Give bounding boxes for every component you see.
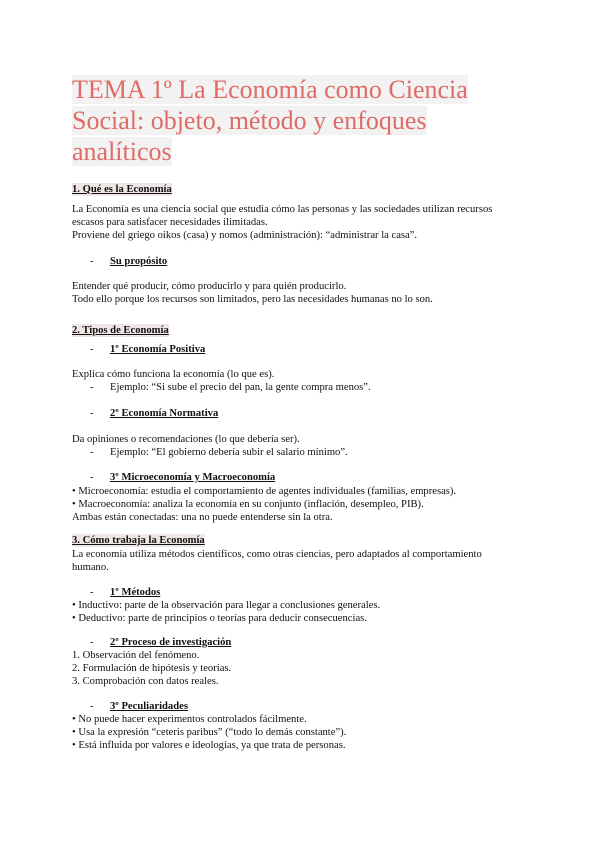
subheading-label: 3º Microeconomía y Macroeconomía bbox=[110, 472, 276, 483]
subheading-label: 1º Economía Positiva bbox=[110, 344, 206, 355]
numbered-item: 2. Formulación de hipótesis y teorías. bbox=[72, 663, 232, 674]
list-dash: - bbox=[90, 447, 94, 458]
bullet-item: • Inductivo: parte de la observación para llegar a conclusiones generales. bbox=[72, 600, 381, 611]
list-dash: - bbox=[90, 587, 94, 598]
paragraph: La economía utiliza métodos científicos, como otras ciencias, pero adaptados al comportamiento bbox=[72, 549, 482, 560]
list-dash: - bbox=[90, 256, 94, 267]
bullet-item: • Macroeconomía: analiza la economía en su conjunto (inflación, desempleo, PIB). bbox=[72, 499, 424, 510]
subheading-micro-macro bbox=[90, 471, 275, 484]
subheading-metodos bbox=[90, 586, 160, 599]
example-text: Ejemplo: “Si sube el precio del pan, la gente compra menos”. bbox=[110, 382, 371, 393]
bullet-item: • Usa la expresión “ceteris paribus” (“todo lo demás constante”). bbox=[72, 727, 347, 738]
list-dash: - bbox=[90, 408, 94, 419]
list-dash: - bbox=[90, 472, 94, 483]
section-3-heading: 3. Cómo trabaja la Economía bbox=[72, 535, 205, 546]
section-2-heading: 2. Tipos de Economía bbox=[72, 325, 169, 336]
list-dash: - bbox=[90, 637, 94, 648]
bullet-item: • No puede hacer experimentos controlados fácilmente. bbox=[72, 714, 307, 725]
paragraph: Proviene del griego oikos (casa) y nomos (administración): “administrar la casa”. bbox=[72, 230, 418, 241]
bullet-item: • Deductivo: parte de principios o teorías para deducir consecuencias. bbox=[72, 613, 367, 624]
title-line-1: TEMA 1º La Economía como Ciencia bbox=[72, 75, 468, 104]
numbered-item: 1. Observación del fenómeno. bbox=[72, 650, 200, 661]
paragraph: escasos para satisfacer necesidades ilimitadas. bbox=[72, 217, 268, 228]
subheading-proceso bbox=[90, 636, 231, 649]
bullet-item: • Microeconomía: estudia el comportamiento de agentes individuales (familias, empresas). bbox=[72, 486, 457, 497]
list-dash: - bbox=[90, 344, 94, 355]
subheading-label: 2º Proceso de investigación bbox=[110, 637, 232, 648]
numbered-item: 3. Comprobación con datos reales. bbox=[72, 676, 219, 687]
title-line-2: Social: objeto, método y enfoques bbox=[72, 106, 427, 135]
list-dash: - bbox=[90, 701, 94, 712]
paragraph: Ambas están conectadas: una no puede entenderse sin la otra. bbox=[72, 512, 333, 523]
subheading-positiva bbox=[90, 343, 205, 356]
subheading-proposito bbox=[90, 255, 167, 268]
paragraph: humano. bbox=[72, 562, 109, 573]
document-title bbox=[72, 74, 532, 167]
subheading-label: Su propósito bbox=[110, 256, 168, 267]
subheading-label: 3º Peculiaridades bbox=[110, 701, 188, 712]
paragraph: Da opiniones o recomendaciones (lo que debería ser). bbox=[72, 434, 300, 445]
section-1-heading: 1. Qué es la Economía bbox=[72, 184, 172, 195]
list-dash: - bbox=[90, 382, 94, 393]
subheading-label: 2º Economía Normativa bbox=[110, 408, 219, 419]
title-line-3: analíticos bbox=[72, 137, 172, 166]
example-item bbox=[90, 381, 371, 394]
example-text: Ejemplo: “El gobierno debería subir el salario mínimo”. bbox=[110, 447, 348, 458]
example-item bbox=[90, 446, 348, 459]
subheading-label: 1º Métodos bbox=[110, 587, 161, 598]
paragraph: La Economía es una ciencia social que estudia cómo las personas y las sociedades utilizan recursos bbox=[72, 204, 493, 215]
subheading-peculiaridades bbox=[90, 700, 188, 713]
paragraph: Todo ello porque los recursos son limitados, pero las necesidades humanas no lo son. bbox=[72, 294, 433, 305]
subheading-normativa bbox=[90, 407, 218, 420]
bullet-item: • Está influida por valores e ideologías, ya que trata de personas. bbox=[72, 740, 346, 751]
paragraph: Entender qué producir, cómo producirlo y para quién producirlo. bbox=[72, 281, 347, 292]
paragraph: Explica cómo funciona la economía (lo que es). bbox=[72, 369, 275, 380]
